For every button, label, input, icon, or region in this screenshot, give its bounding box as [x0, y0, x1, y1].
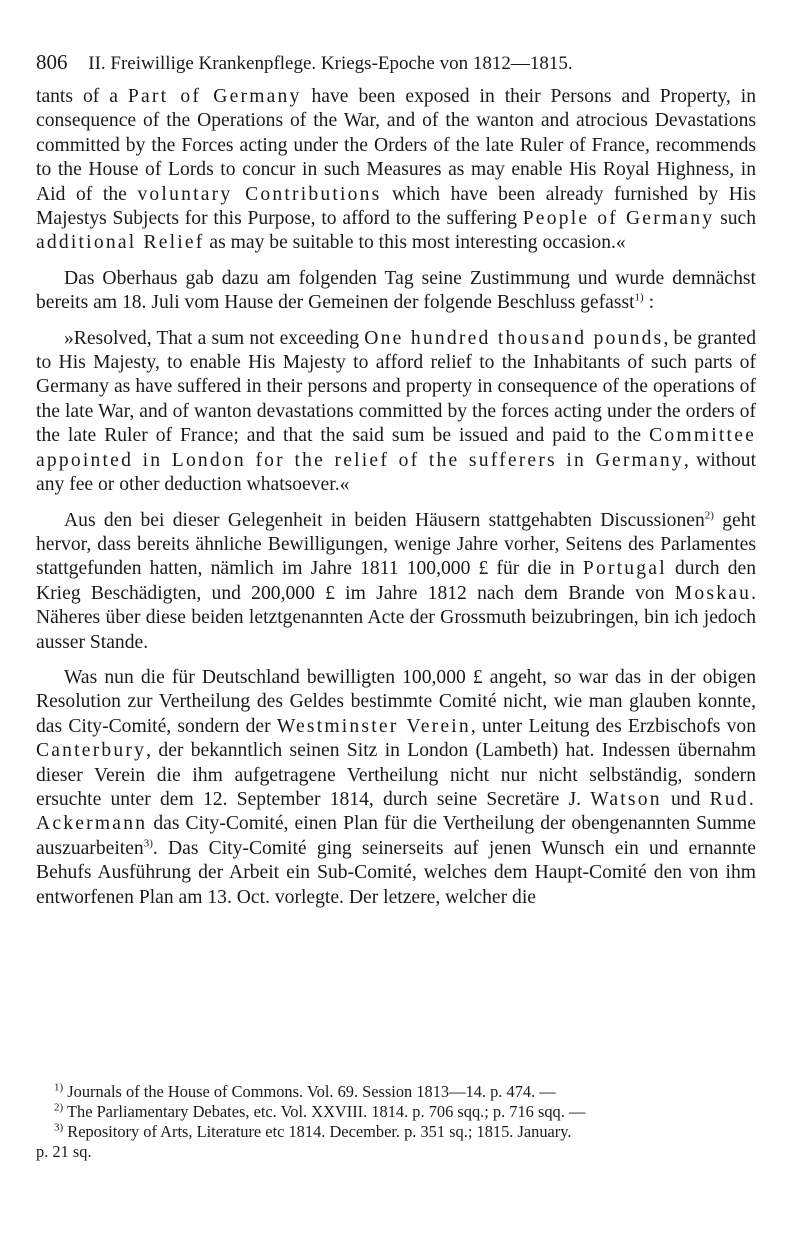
paragraph-4	[36, 509, 756, 655]
page-number: 806	[36, 50, 68, 74]
text-run: tants of a	[36, 86, 128, 107]
text-run: Das Oberhaus gab dazu am folgenden Tag seine Zustimmung und wurde demnächst bereits am 18. Juli vom Hause der Gemeinen der folgende Beschluss gefasst	[36, 267, 756, 314]
spaced-text: voluntary Contributions	[137, 183, 382, 205]
footnote-text: Journals of the House of Commons. Vol. 69. Session 1813—14. p. 474. —	[67, 1082, 556, 1101]
spaced-text: Moskau	[674, 582, 752, 604]
text-run: und	[661, 788, 710, 810]
running-title: II. Freiwillige Krankenpflege. Kriegs-Epoche von 1812—1815.	[88, 53, 573, 74]
paragraph-1	[36, 85, 756, 256]
text-run: Was nun die für Deutschland bewilligten 100,000 £ angeht, so war das in der obigen Resolution zur Vertheilung des Geldes bestimmte Comité nicht, wie man glauben konnte, das City-Comité, sondern der	[36, 666, 756, 737]
footnotes	[36, 1082, 756, 1162]
footnote-text: Repository of Arts, Literature etc 1814. December. p. 351 sq.; 1815. January.	[67, 1122, 572, 1141]
text-run: :	[643, 292, 655, 314]
footnote-ref: 1)	[634, 291, 644, 304]
text-run: geht hervor, dass bereits ähnliche Bewilligungen, wenige Jahre vorher, Seitens des Parlamentes stattgefunden hatten, nämlich im Jahre 1811 100,000 £ für die in	[36, 509, 756, 580]
text-run: as may be suitable to this most interesting occasion.«	[204, 232, 626, 254]
text-run: , be granted to His Majesty, to enable His Majesty to afford relief to the Inhabitants of such parts of Germany as have suffered in their persons and property in consequence of the operations of the late War, and of wanton devastations committed by the forces acting under the orders of the late Ruler of France; and that the said sum be issued and paid to the	[36, 327, 757, 447]
text-run: have been exposed in their Persons and Property, in consequence of the Operations of the War, and of the wanton and atrocious Devastations committed by the Forces acting under the Orders of the late Ruler of France, recommends to the House of Lords to concur in such Measures as may enable His Royal Highness, in Aid of the	[36, 86, 756, 205]
footnote-3	[36, 1122, 756, 1142]
footnote-2	[36, 1102, 756, 1122]
text-run: , without any fee or other deduction whatsoever.«	[36, 449, 757, 496]
text-run: , unter Leitung des Erzbischofs von	[470, 715, 756, 737]
spaced-text: additional Relief	[36, 232, 205, 254]
spaced-text: Watson	[590, 788, 662, 810]
spaced-text: One hundred thousand pounds	[364, 327, 664, 349]
footnote-mark: 1)	[54, 1081, 64, 1094]
text-run: such	[714, 208, 756, 230]
spaced-text: Part of Germany	[127, 86, 302, 107]
text-run: which have been already furnished by His Majestys Subjects for this Purpose, to afford to the suffering	[36, 183, 756, 230]
body-text	[36, 85, 756, 921]
footnote-mark: 2)	[54, 1101, 64, 1114]
footnote-ref: 3)	[143, 837, 153, 850]
footnote-ref: 2)	[704, 508, 714, 521]
running-header	[36, 50, 756, 76]
footnote-3-continuation: p. 21 sq.	[36, 1142, 92, 1161]
text-run: das City-Comité, einen Plan für die Vertheilung der obengenannten Summe auszuarbeiten	[36, 813, 756, 859]
spaced-text: Canterbury	[36, 740, 147, 762]
spaced-text: Committee appointed in London for the relief of the sufferers in Germany	[36, 425, 756, 471]
spaced-text: Rud. Ackermann	[36, 788, 756, 835]
footnote-text: The Parliamentary Debates, etc. Vol. XXVIII. 1814. p. 706 sqq.; p. 716 sqq. —	[66, 1102, 586, 1121]
spaced-text: Portugal	[582, 558, 667, 580]
text-run: . Das City-Comité ging seinerseits auf jenen Wunsch ein und ernannte Behufs Ausführung der Arbeit ein Sub-Comité, welches dem Haupt-Comité den von ihm entworfenen Plan am 13. Oct. vorlegte. Der letzere, welcher die	[36, 837, 756, 908]
paragraph-3	[36, 327, 756, 498]
text-run: , der bekanntlich seinen Sitz in London (Lambeth) hat. Indessen übernahm dieser Verein die ihm aufgetragene Vertheilung nicht nur nicht selbständig, sondern ersuchte unter dem 12. September 1814, durch seine Secretäre J.	[36, 740, 756, 810]
spaced-text: Westminster Verein	[276, 715, 471, 737]
paragraph-2	[36, 267, 756, 316]
paragraph-5	[36, 666, 756, 910]
footnote-1	[36, 1082, 756, 1102]
footnote-mark: 3)	[54, 1121, 64, 1134]
text-run: Aus den bei dieser Gelegenheit in beiden Häusern stattgehabten Discussionen	[64, 509, 705, 531]
text-run: durch den Krieg Beschädigten, und 200,000 £ im Jahre 1812 nach dem Brande von	[36, 558, 757, 604]
text-run: . Näheres über diese beiden letztgenannten Acte der Grossmuth beizubringen, bin ich jedoch ausser Stande.	[36, 582, 756, 653]
spaced-text: People of Germany	[522, 208, 715, 230]
text-run: »Resolved, That a sum not exceeding	[64, 327, 365, 349]
